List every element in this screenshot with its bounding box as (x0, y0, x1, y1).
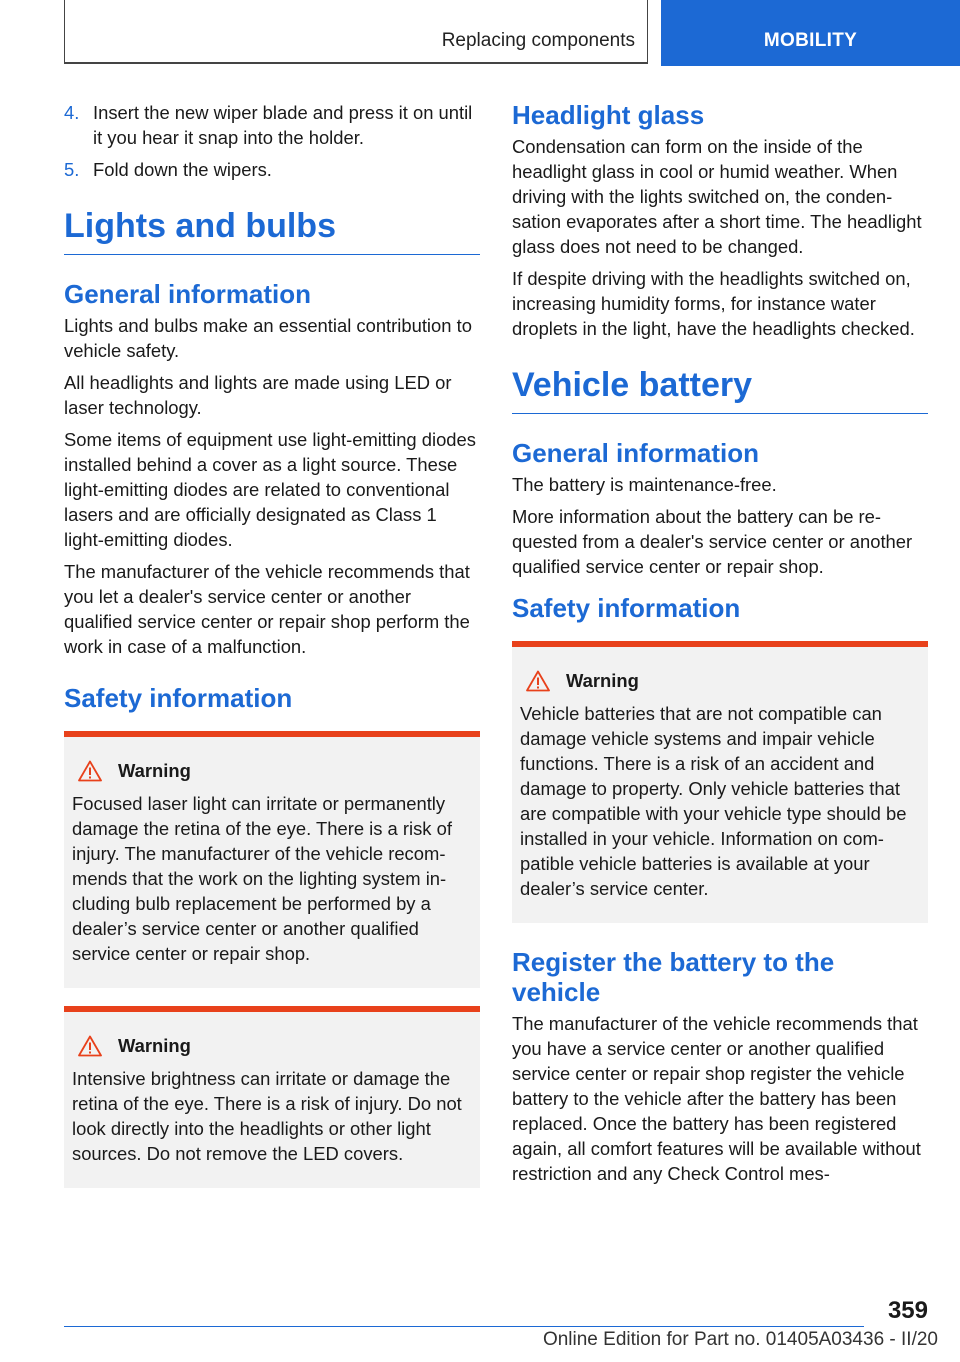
step-list (64, 100, 480, 182)
warning-box (64, 731, 480, 988)
paragraph: The manufacturer of the vehicle recommends that you let a dealer's service center or another qualified service center or repair shop perform the work in case of a malfunction. (64, 561, 470, 657)
warning-header (72, 1034, 472, 1058)
footer-edition: Online Edition for Part no. 01405A03436 - II/20 (542, 1329, 938, 1350)
step-text: Insert the new wiper blade and press it on until it you hear it snap into the holder. (93, 102, 473, 148)
paragraph: The manufacturer of the vehicle recommends that you have a service center or another qualified service center or repair shop register the vehicle battery to the vehicle after the battery has been replaced. Once the battery has been registered again, all comfort features will be available without restriction and any Check Control mes- (512, 1013, 921, 1184)
section-heading-general-information: General information (64, 279, 312, 309)
footer-divider (64, 1326, 864, 1327)
header-section-title: Replacing components (441, 30, 635, 51)
paragraph: All headlights and lights are made using LED or laser technology. (64, 372, 452, 418)
warning-box (512, 641, 928, 923)
warning-header (72, 759, 472, 783)
warning-text: Vehicle batteries that are not compatible can damage vehicle systems and impair vehicle functions. There is a risk of an accident and damage to property. Only vehicle batteries that are compatible with your vehicle type should be installed in your vehicle. Information on compatible vehicle batteries is available at your dealer’s service center. (520, 703, 907, 899)
step-number: 4. (64, 102, 80, 123)
section-heading-headlight-glass: Headlight glass (512, 100, 705, 130)
paragraph: Some items of equipment use light-emitting diodes installed behind a cover as a light source. These light-emitting diodes are related to conventional lasers and are officially designated as Class 1 light-emitting diodes. (64, 429, 476, 550)
left-column (64, 100, 480, 1202)
warning-triangle-icon (78, 1035, 102, 1057)
paragraph: Condensation can form on the inside of the headlight glass in cool or humid weather. When driving with the lights switched on, the condensation evaporates after a short time. The headlight glass does not need to be changed. (512, 136, 922, 257)
paragraph: More information about the battery can be requested from a dealer's service center or another qualified service center or repair shop. (512, 506, 913, 577)
section-heading-safety-information: Safety information (64, 683, 293, 713)
section-heading-safety-information: Safety information (512, 593, 741, 623)
warning-text: Intensive brightness can irritate or damage the retina of the eye. There is a risk of injury. Do not look directly into the headlights or other light sources. Do not remove the LED covers. (72, 1068, 462, 1164)
warning-triangle-icon (78, 760, 102, 782)
paragraph: The battery is maintenance-free. (512, 474, 777, 495)
page-number: 359 (887, 1297, 928, 1324)
warning-title: Warning (118, 760, 191, 781)
paragraph: Lights and bulbs make an essential contribution to vehicle safety. (64, 315, 472, 361)
section-heading-register-battery: Register the battery to the vehicle (512, 947, 835, 1007)
warning-box (64, 1006, 480, 1188)
list-item (64, 157, 480, 182)
header-section-box (64, 0, 648, 64)
step-text: Fold down the wipers. (93, 159, 272, 180)
section-heading-general-information: General information (512, 438, 760, 468)
header-chapter-label: MOBILITY (763, 30, 858, 51)
list-item (64, 100, 480, 150)
paragraph: If despite driving with the headlights switched on, increasing humidity forms, for instance water droplets in the light, have the headlights checked. (512, 268, 915, 339)
warning-text: Focused laser light can irritate or permanently damage the retina of the eye. There is a risk of injury. The manufacturer of the vehicle recommends that the work on the lighting system including bulb replacement be performed by a dealer’s service center or another qualified service center or repair shop. (72, 793, 452, 964)
chapter-heading-lights-and-bulbs: Lights and bulbs (64, 206, 480, 255)
warning-title: Warning (566, 670, 639, 691)
warning-title: Warning (118, 1035, 191, 1056)
warning-header (520, 669, 920, 693)
step-number: 5. (64, 159, 80, 180)
right-column (512, 100, 928, 1193)
warning-triangle-icon (526, 670, 550, 692)
chapter-heading-vehicle-battery: Vehicle battery (512, 365, 928, 414)
header-chapter-tab[interactable] (661, 0, 960, 66)
